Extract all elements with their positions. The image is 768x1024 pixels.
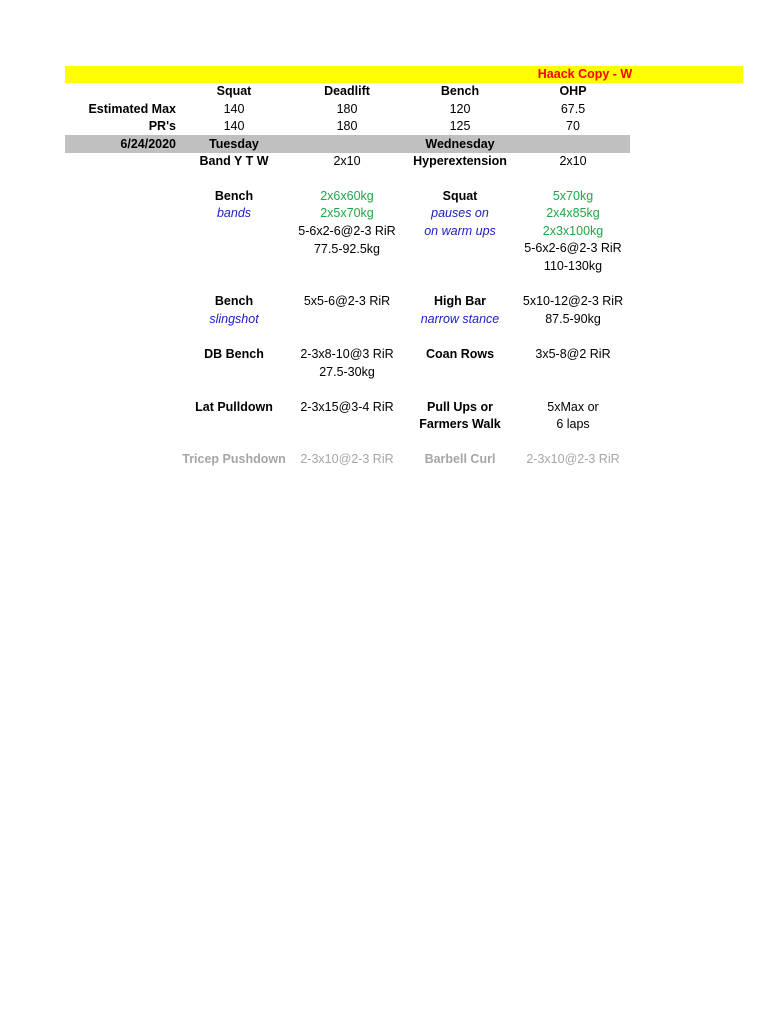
exercise-squat: Squat: [442, 189, 478, 203]
col-header-bench: Bench: [440, 84, 480, 98]
note-narrow-stance: narrow stance: [420, 312, 500, 326]
sets-squat-warmup-2: 2x4x85kg: [546, 206, 600, 220]
load-squat-work: 110-130kg: [543, 259, 603, 273]
sets-coan-rows: 3x5-8@2 RiR: [535, 347, 611, 361]
load-high-bar: 87.5-90kg: [545, 312, 601, 326]
note-bands: bands: [216, 206, 252, 220]
note-slingshot: slingshot: [209, 312, 259, 326]
exercise-db-bench: DB Bench: [204, 347, 264, 361]
exercise-hyperextension: Hyperextension: [413, 154, 507, 168]
estimated-max-squat: 140: [223, 102, 245, 116]
sets-farmers-walk: 6 laps: [556, 417, 590, 431]
estimated-max-deadlift: 180: [336, 102, 358, 116]
day-tuesday: Tuesday: [209, 137, 259, 151]
sets-squat-work: 5-6x2-6@2-3 RiR: [524, 241, 622, 255]
exercise-coan-rows: Coan Rows: [425, 347, 495, 361]
load-db-bench: 27.5-30kg: [319, 365, 375, 379]
exercise-band-ytw: Band Y T W: [199, 154, 269, 168]
sets-band-ytw: 2x10: [333, 154, 361, 168]
sets-squat-warmup-1: 5x70kg: [552, 189, 594, 203]
sheet-title: Haack Copy - W: [537, 67, 633, 81]
sets-bench-warmup-1: 2x6x60kg: [320, 189, 374, 203]
sets-db-bench: 2-3x8-10@3 RiR: [300, 347, 394, 361]
exercise-tricep-pushdown: Tricep Pushdown: [182, 452, 286, 466]
sets-pull-ups: 5xMax or: [547, 400, 599, 414]
exercise-pull-ups: Pull Ups or: [427, 400, 493, 414]
sets-bench-warmup-2: 2x5x70kg: [320, 206, 374, 220]
sets-hyperextension: 2x10: [559, 154, 587, 168]
col-header-ohp: OHP: [559, 84, 587, 98]
day-wednesday: Wednesday: [425, 137, 495, 151]
exercise-barbell-curl: Barbell Curl: [424, 452, 496, 466]
sets-squat-warmup-3: 2x3x100kg: [542, 224, 604, 238]
pr-squat: 140: [223, 119, 245, 133]
exercise-farmers-walk: Farmers Walk: [419, 417, 501, 431]
pr-deadlift: 180: [336, 119, 358, 133]
exercise-high-bar: High Bar: [433, 294, 487, 308]
sets-lat-pulldown: 2-3x15@3-4 RiR: [300, 400, 394, 414]
exercise-lat-pulldown: Lat Pulldown: [195, 400, 273, 414]
estimated-max-bench: 120: [449, 102, 471, 116]
sets-tricep-pushdown: 2-3x10@2-3 RiR: [300, 452, 394, 466]
col-header-squat: Squat: [216, 84, 252, 98]
estimated-max-label: Estimated Max: [88, 102, 176, 116]
exercise-bench-bands: Bench: [214, 189, 254, 203]
pr-bench: 125: [449, 119, 471, 133]
note-on-warm-ups: on warm ups: [424, 224, 496, 238]
note-pauses-on: pauses on: [431, 206, 489, 220]
date-cell: 6/24/2020: [120, 137, 176, 151]
pr-ohp: 70: [566, 119, 580, 133]
prs-label: PR's: [148, 119, 176, 133]
col-header-deadlift: Deadlift: [324, 84, 370, 98]
estimated-max-ohp: 67.5: [560, 102, 586, 116]
sets-high-bar: 5x10-12@2-3 RiR: [522, 294, 624, 308]
load-bench-work: 77.5-92.5kg: [313, 242, 381, 256]
sets-bench-work: 5-6x2-6@2-3 RiR: [298, 224, 396, 238]
exercise-bench-slingshot: Bench: [214, 294, 254, 308]
sets-barbell-curl: 2-3x10@2-3 RiR: [526, 452, 620, 466]
sets-bench-slingshot: 5x5-6@2-3 RiR: [303, 294, 391, 308]
